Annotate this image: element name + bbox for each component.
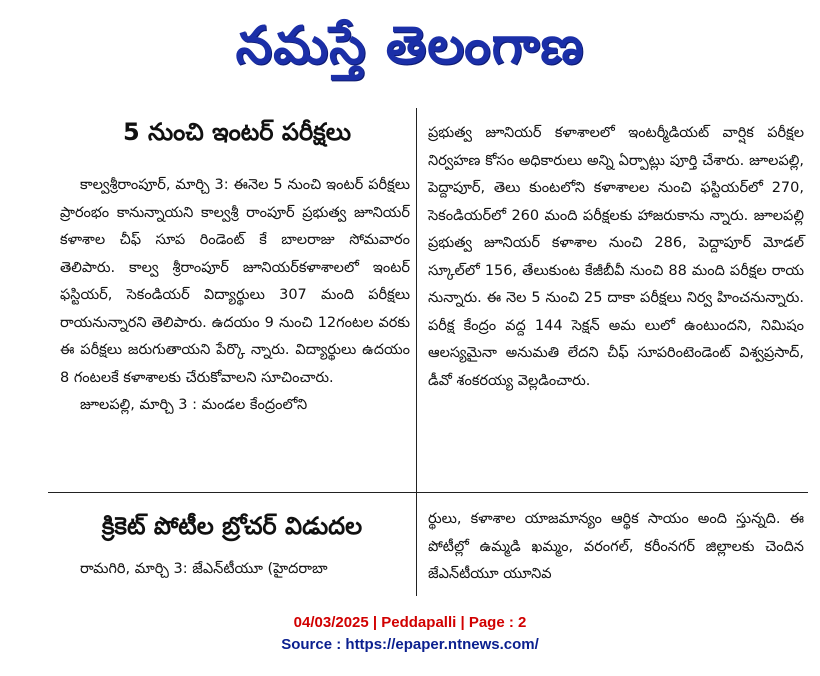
- newspaper-masthead: [0, 4, 820, 88]
- newspaper-clipping: [10, 100, 808, 596]
- article2-headline: క్రికెట్ పోటీల బ్రోచర్ విడుదల: [101, 512, 363, 540]
- source-link[interactable]: Source : https://epaper.ntnews.com/: [281, 636, 539, 653]
- article2-paragraph-1: రామగిరి, మార్చి 3: జేఎన్‌టీయూ (హైదరాబా: [80, 561, 328, 577]
- article2-column-right: [428, 506, 804, 589]
- article2-paragraph-2: ర్థులు, కళాశాల యాజమాన్యం ఆర్థిక సాయం అంది స్తున్నది. ఈ పోటీల్లో ఉమ్మడి ఖమ్మం, వరంగల్, కరీంనగర్ జిల్లాలకు చెందిన జేఎన్‌టీయూ యూనివ: [428, 511, 804, 582]
- article1-paragraph-3: ప్రభుత్వ జూనియర్ కళాశాలలో ఇంటర్మీడియట్ వార్షిక పరీక్షల నిర్వహణ కోసం అధికారులు అన్ని ఏర్పాట్లు పూర్తి చేశారు. జూలపల్లి, పెద్దాపూర్, తెలు కుంటలోని కళాశాలల నుంచి ఫస్టియర్‌లో 270, సెకండియర్‌లో 260 మంది పరీక్షలకు హాజరుకాను న్నారు. జూలపల్లి ప్రభుత్వ జూనియర్ కళాశాల నుంచి 286, పెద్దాపూర్ మోడల్ స్కూల్‌లో 156, తేలుకుంట కేజీబీవీ నుంచి 88 మంది పరీక్షల రాయ నున్నారు. ఈ నెల 5 నుంచి 25 దాకా పరీక్షలు నిర్వ హించనున్నారు. పరీక్ష కేంద్రం వద్ద 144 సెక్షన్ అమ లులో ఉంటుందని, నిమిషం ఆలస్యమైనా అనుమతి లేదని చీఫ్ సూపరింటెండెంట్ విశ్వప్రసాద్, డీవో శంకరయ్య వెల్లడించారు.: [428, 125, 804, 389]
- edition-info: 04/03/2025 | Peddapalli | Page : 2: [293, 614, 527, 631]
- masthead-title: నమస్తే తెలంగాణ: [235, 15, 585, 76]
- article-divider: [48, 492, 808, 493]
- clipping-footer: [0, 612, 820, 656]
- article1-column-right: [428, 120, 804, 395]
- article1-paragraph-1: కాల్వశ్రీరాంపూర్, మార్చి 3: ఈనెల 5 నుంచి ఇంటర్ పరీక్షలు ప్రారంభం కానున్నాయని కాల్వశ్రీ రాంపూర్ ప్రభుత్వ జూనియర్ కళాశాల చీఫ్ సూప రిండెంట్ కే బాలరాజు సోమవారం తెలిపారు. కాల్వ శ్రీరాంపూర్ జూనియర్‌కళాశాలలో ఇంటర్ ఫస్టియర్, సెకండియర్ విద్యార్థులు 307 మంది పరీక్షలు రాయనున్నారని తెలిపారు. ఉదయం 9 నుంచి 12గంటల వరకు ఈ పరీక్షలు జరుగుతాయని పేర్కొ న్నారు. విద్యార్థులు ఉదయం 8 గంటలకే కళాశాలకు చేరుకోవాలని సూచించారు.: [60, 177, 410, 386]
- column-divider: [416, 108, 417, 596]
- article1-headline: 5 నుంచి ఇంటర్ పరీక్షలు: [122, 118, 352, 146]
- article2-column-left: [60, 556, 410, 584]
- article1-column-left: [60, 172, 410, 420]
- article1-paragraph-2: జూలపల్లి, మార్చి 3 : మండల కేంద్రంలోని: [80, 397, 308, 413]
